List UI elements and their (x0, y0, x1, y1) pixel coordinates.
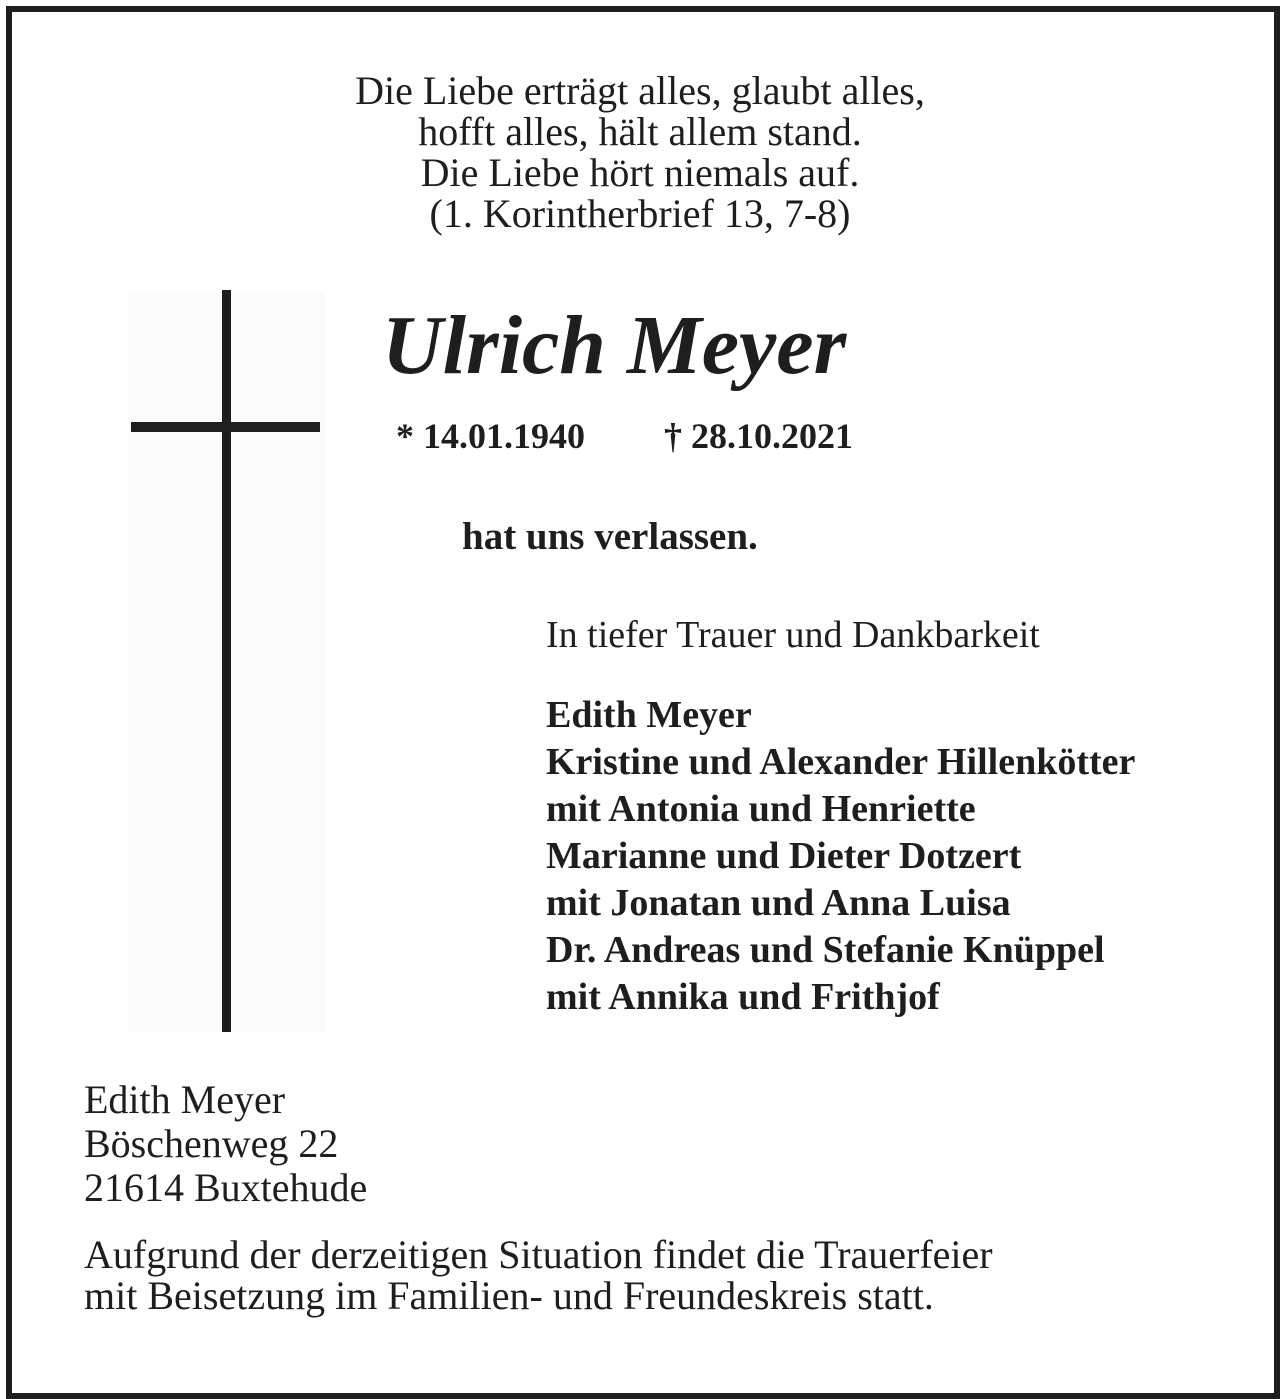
mourner-line: Edith Meyer (546, 694, 752, 736)
mourner-line: Marianne und Dieter Dotzert (546, 835, 1022, 877)
notice-line: Aufgrund der derzeitigen Situation findet die Trauerfeier (84, 1232, 993, 1277)
bible-verse (0, 70, 1280, 234)
verse-line: Die Liebe hört niemals auf. (420, 150, 860, 195)
mourner-line: mit Jonatan und Anna Luisa (546, 882, 1011, 924)
cross-vertical-beam (222, 290, 231, 1032)
verse-line: hofft alles, hält allem stand. (418, 109, 862, 154)
death-date: † 28.10.2021 (664, 416, 853, 456)
announcement-text: hat uns verlassen. (462, 515, 758, 558)
contact-address (84, 1078, 367, 1210)
mourner-line: Dr. Andreas und Stefanie Knüppel (546, 929, 1105, 971)
funeral-notice (84, 1234, 993, 1316)
notice-line: mit Beisetzung im Familien- und Freundeskreis statt. (84, 1273, 934, 1318)
mourners-list (546, 692, 1135, 1021)
address-street: Böschenweg 22 (84, 1121, 339, 1166)
verse-reference: (1. Korintherbrief 13, 7-8) (429, 191, 851, 236)
mourner-line: mit Antonia und Henriette (546, 788, 976, 830)
mourner-line: mit Annika und Frithjof (546, 976, 940, 1018)
cross-horizontal-beam (131, 422, 320, 432)
verse-line: Die Liebe erträgt alles, glaubt alles, (355, 68, 925, 113)
mourner-line: Kristine und Alexander Hillenkötter (546, 741, 1136, 783)
mourning-heading: In tiefer Trauer und Dankbarkeit (546, 614, 1040, 656)
address-city: 21614 Buxtehude (84, 1165, 368, 1210)
birth-date: * 14.01.1940 (396, 416, 585, 456)
deceased-name: Ulrich Meyer (382, 299, 847, 392)
address-name: Edith Meyer (84, 1077, 286, 1122)
